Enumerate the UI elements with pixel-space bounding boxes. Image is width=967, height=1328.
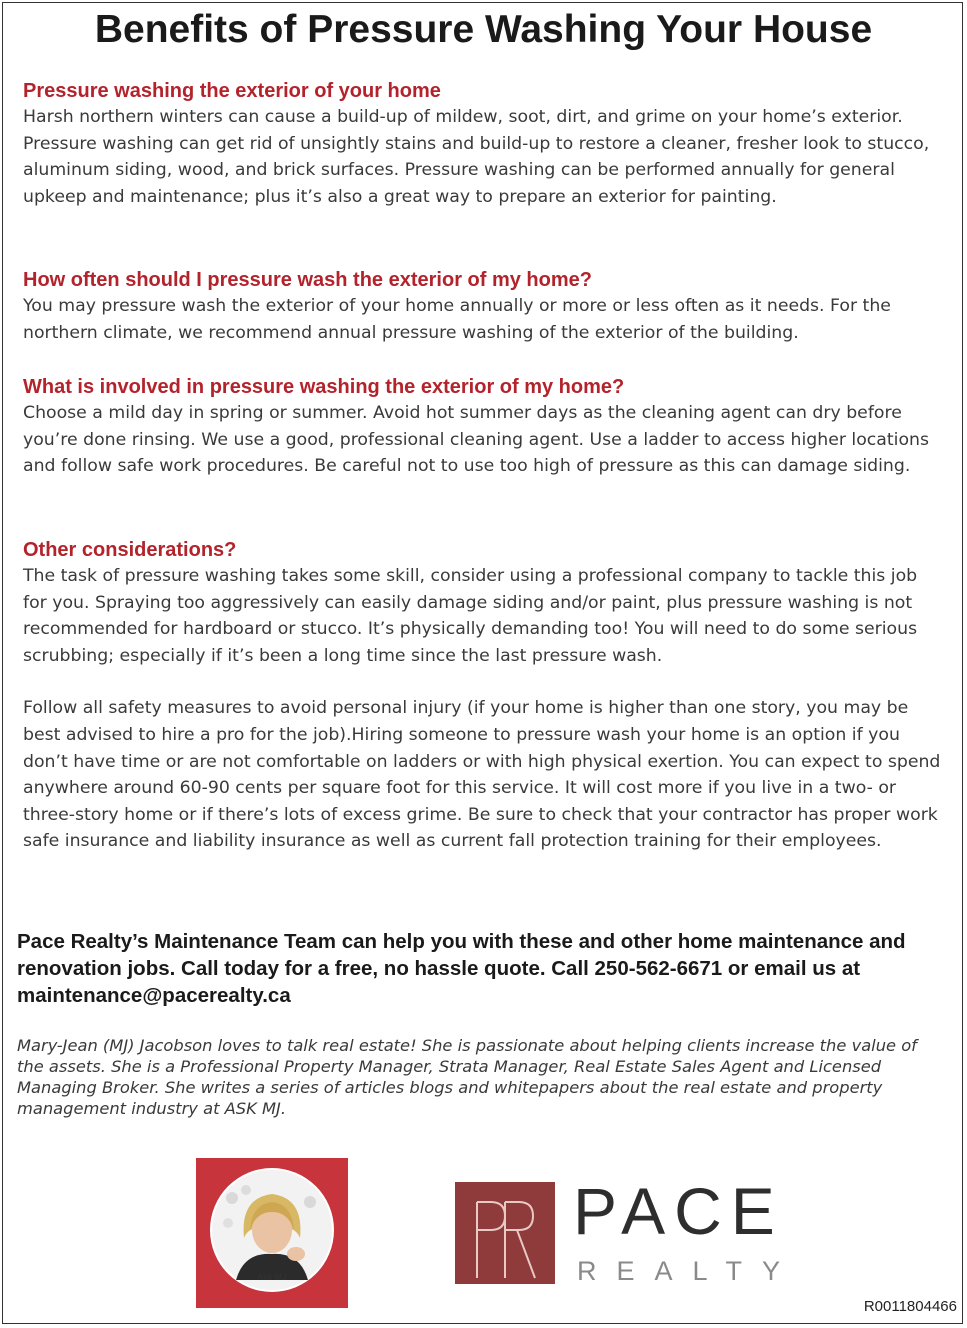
author-bio: Mary-Jean (MJ) Jacobson loves to talk real estate! She is passionate about helping clients increase the value of the assets. She is a Professional Property Manager, Strata Manager, Real Estate Sales Agent and Licensed Managing Broker. She writes a series of articles blogs and whitepapers about the real estate and property management industry at ASK MJ.	[17, 1036, 917, 1118]
ask-mj-portrait	[210, 1168, 334, 1292]
ask-mj-caption: Ask MJ	[257, 1272, 287, 1282]
section-considerations	[23, 537, 943, 855]
section-process	[23, 374, 943, 480]
section-body-2: Follow all safety measures to avoid personal injury (if your home is higher than one story, you may be best advised to hire a pro for the job).Hiring someone to pressure wash your home is an option if you don’t have time or are not comfortable on ladders or with high physical exertion. You can expect to spend anywhere around 60-90 cents per square foot for this service. It will cost more if you live in a two- or three-story home or if there’s lots of excess grime. Be sure to check that your contractor has proper work safe insurance and liability insurance as well as current fall protection training for their employees.	[23, 698, 941, 852]
page-title: Benefits of Pressure Washing Your House	[94, 8, 873, 51]
pace-realty-mark	[455, 1182, 555, 1284]
realty-wordmark: REALTY	[577, 1256, 801, 1286]
section-body: The task of pressure washing takes some skill, consider using a professional company to tackle this job for you. Spraying too aggressively can easily damage siding and/or paint, plus pressure washing is not recommended for hardboard or stucco. It’s physically demanding too! You will need to do some serious scrubbing; especially if it’s been a long time since the last pressure wash.	[23, 566, 918, 666]
ask-mj-logo	[196, 1158, 348, 1308]
section-body: You may pressure wash the exterior of your home annually or more or less often as it needs. For the northern climate, we recommend annual pressure washing of the exterior of the building.	[23, 296, 891, 343]
section-exterior	[23, 78, 943, 210]
section-body: Harsh northern winters can cause a build-up of mildew, soot, dirt, and grime on your home’s exterior. Pressure washing can get rid of unsightly stains and build-up to restore a cleaner, fresher look to stucco, aluminum siding, wood, and brick surfaces. Pressure washing can be performed annually for general upkeep and maintenance; plus it’s also a great way to prepare an exterior for painting.	[23, 107, 930, 207]
section-heading: How often should I pressure wash the exterior of my home?	[23, 269, 592, 291]
pr-monogram-icon	[455, 1182, 555, 1284]
section-body: Choose a mild day in spring or summer. Avoid hot summer days as the cleaning agent can dry before you’re done rinsing. We use a good, professional cleaning agent. Use a ladder to access higher locations and follow safe work procedures. Be careful not to use too high of pressure as this can damage siding.	[23, 403, 929, 477]
section-heading: Pressure washing the exterior of your home	[23, 80, 441, 102]
section-heading: What is involved in pressure washing the exterior of my home?	[23, 376, 625, 398]
call-to-action: Pace Realty’s Maintenance Team can help you with these and other home maintenance and renovation jobs. Call today for a free, no hassle quote. Call 250-562-6671 or email us at maintenance@pacerealty.ca	[17, 930, 906, 1007]
section-heading: Other considerations?	[23, 539, 237, 561]
reference-code: R0011804466	[863, 1298, 957, 1315]
pace-wordmark: PACE	[573, 1174, 784, 1248]
section-frequency	[23, 267, 943, 346]
